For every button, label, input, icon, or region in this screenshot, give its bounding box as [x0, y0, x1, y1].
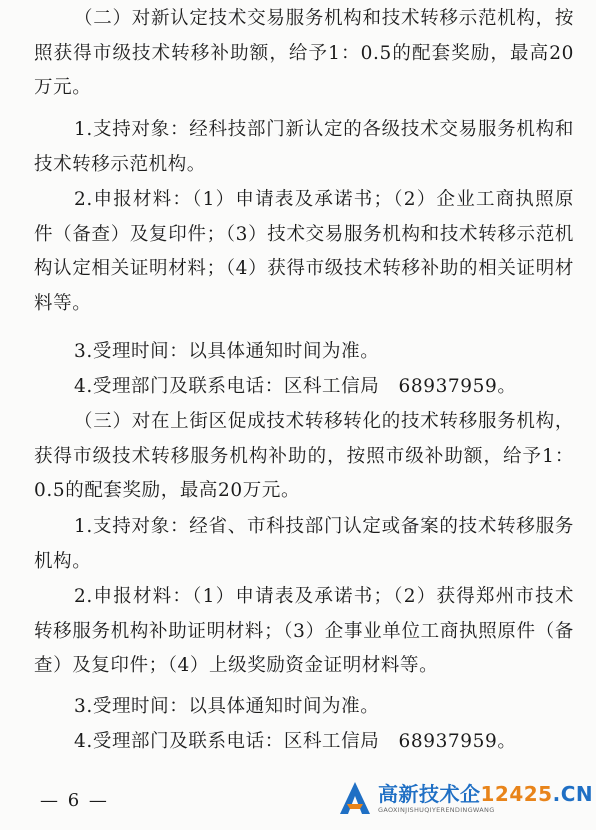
paragraph-support-target-2: 1.支持对象：经省、市科技部门认定或备案的技术转移服务机构。 — [34, 516, 574, 572]
page-number: — 6 — — [40, 790, 109, 811]
paragraph-time-1: 3.受理时间：以具体通知时间为准。 — [74, 341, 380, 362]
paragraph-materials-2: 2.申报材料：（1）申请表及承诺书；（2）获得郑州市技术转移服务机构补助证明材料；（3）企事业单位工商执照原件（备查）及复印件；（4）上级奖励资金证明材料等。 — [34, 586, 574, 676]
watermark-logo-icon — [338, 780, 372, 816]
watermark-subtext: GAOXINJISHUQIYERENDINGWANG — [378, 806, 495, 814]
paragraph-contact-2: 4.受理部门及联系电话：区科工信局 68937959。 — [74, 731, 517, 752]
paragraph-materials-1: 2.申报材料：（1）申请表及承诺书；（2）企业工商执照原件（备查）及复印件；（3）技术交易服务机构和技术转移示范机构认定相关证明材料；（4）获得市级技术转移补助的相关证明材料等。 — [34, 189, 574, 314]
paragraph-section-3-intro: （三）对在上街区促成技术转移转化的技术转移服务机构，获得市级技术转移服务机构补助的，按照市级补助额，给予1：0.5的配套奖励，最高20万元。 — [34, 411, 574, 501]
watermark — [338, 778, 594, 822]
watermark-text: 高新技术企12425.CN — [378, 782, 594, 806]
paragraph-time-2: 3.受理时间：以具体通知时间为准。 — [74, 696, 380, 717]
paragraph-contact-1: 4.受理部门及联系电话：区科工信局 68937959。 — [74, 376, 517, 397]
paragraph-support-target-1: 1.支持对象：经科技部门新认定的各级技术交易服务机构和技术转移示范机构。 — [34, 119, 574, 175]
paragraph-section-2-intro: （二）对新认定技术交易服务机构和技术转移示范机构，按照获得市级技术转移补助额，给予1：0.5的配套奖励，最高20万元。 — [34, 8, 574, 98]
